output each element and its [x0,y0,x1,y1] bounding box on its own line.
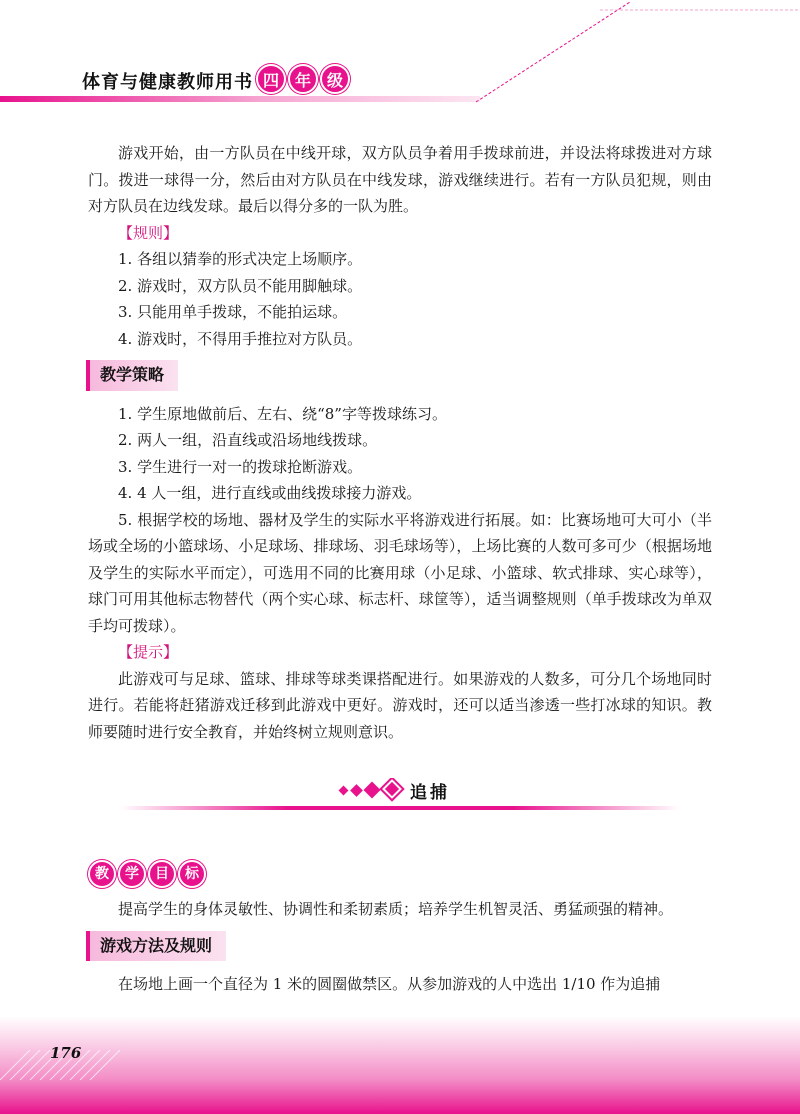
rule-item: 2. 游戏时，双方队员不能用脚触球。 [118,276,363,295]
strategy-item: 2. 两人一组，沿直线或沿场地线拨球。 [118,431,378,449]
rule-item: 4. 游戏时，不得用手推拉对方队员。 [118,329,363,348]
strategy-item: 4. 4 人一组，进行直线或曲线拨球接力游戏。 [118,484,422,502]
strategy-item: 5. 根据学校的场地、器材及学生的实际水平将游戏进行拓展。如：比赛场地可大可小（半场或全场的小篮球场、小足球场、排球场、羽毛球场等），上场比赛的人数可多可少（根据场地及学生的实际水平而定），可选用不同的比赛用球（小足球、小篮球、软式排球、实心球等），球门可用其他标志物替代（两个实心球、标志杆、球筐等），适当调整规则（单手拨球改为单双手均可拨球）。 [88,510,712,635]
game-intro-paragraph: 游戏开始，由一方队员在中线开球，双方队员争着用手拨球前进，并设法将球拨进对方球门。拨进一球得一分，然后由对方队员在中线发球，游戏继续进行。若有一方队员犯规，则由对方队员在边线发球。最后以得分多的一队为胜。 [88,144,712,215]
rules-heading: 【规则】 [118,223,179,242]
goal-heading-char: 教 [88,860,116,888]
game-title: 追捕 [410,783,450,803]
strategy-heading: 教学策略 [86,360,178,391]
page-header [0,0,800,112]
tips-heading: 【提示】 [118,643,179,661]
method-heading: 游戏方法及规则 [86,931,226,962]
book-title: 体育与健康教师用书 [82,72,253,93]
grade-badge [256,64,350,94]
strategy-item: 1. 学生原地做前后、左右、绕“8”字等拨球练习。 [118,404,447,423]
diamond-ornament-icon [336,778,406,804]
goal-heading-char: 标 [178,860,206,888]
grade-char: 年 [288,64,318,94]
grade-char: 四 [256,64,286,94]
strategy-item: 3. 学生进行一对一的拨球抢断游戏。 [118,457,363,476]
rule-item: 3. 只能用单手拨球，不能拍运球。 [118,303,348,321]
goal-heading-char: 目 [148,860,176,888]
title-divider [120,806,680,810]
goal-paragraph: 提高学生的身体灵敏性、协调性和柔韧素质；培养学生机智灵活、勇猛顽强的精神。 [118,900,674,918]
goal-heading-char: 学 [118,860,146,888]
page-number: 176 [50,1044,82,1062]
header-decoration [0,0,800,112]
rule-item: 1. 各组以猜拳的形式决定上场顺序。 [118,250,363,268]
main-content [88,140,712,745]
method-paragraph: 在场地上画一个直径为 1 米的圆圈做禁区。从参加游戏的人中选出 1/10 作为追捕 [118,975,661,993]
game-title-row [0,774,800,814]
goal-heading [88,860,712,888]
grade-char: 级 [320,64,350,94]
lower-content [88,860,712,998]
tips-paragraph: 此游戏可与足球、篮球、排球等球类课搭配进行。如果游戏的人数多，可分几个场地同时进行。若能将赶猪游戏迁移到此游戏中更好。游戏时，还可以适当渗透一些打冰球的知识。教师要随时进行安全教育，并始终树立规则意识。 [88,669,712,741]
